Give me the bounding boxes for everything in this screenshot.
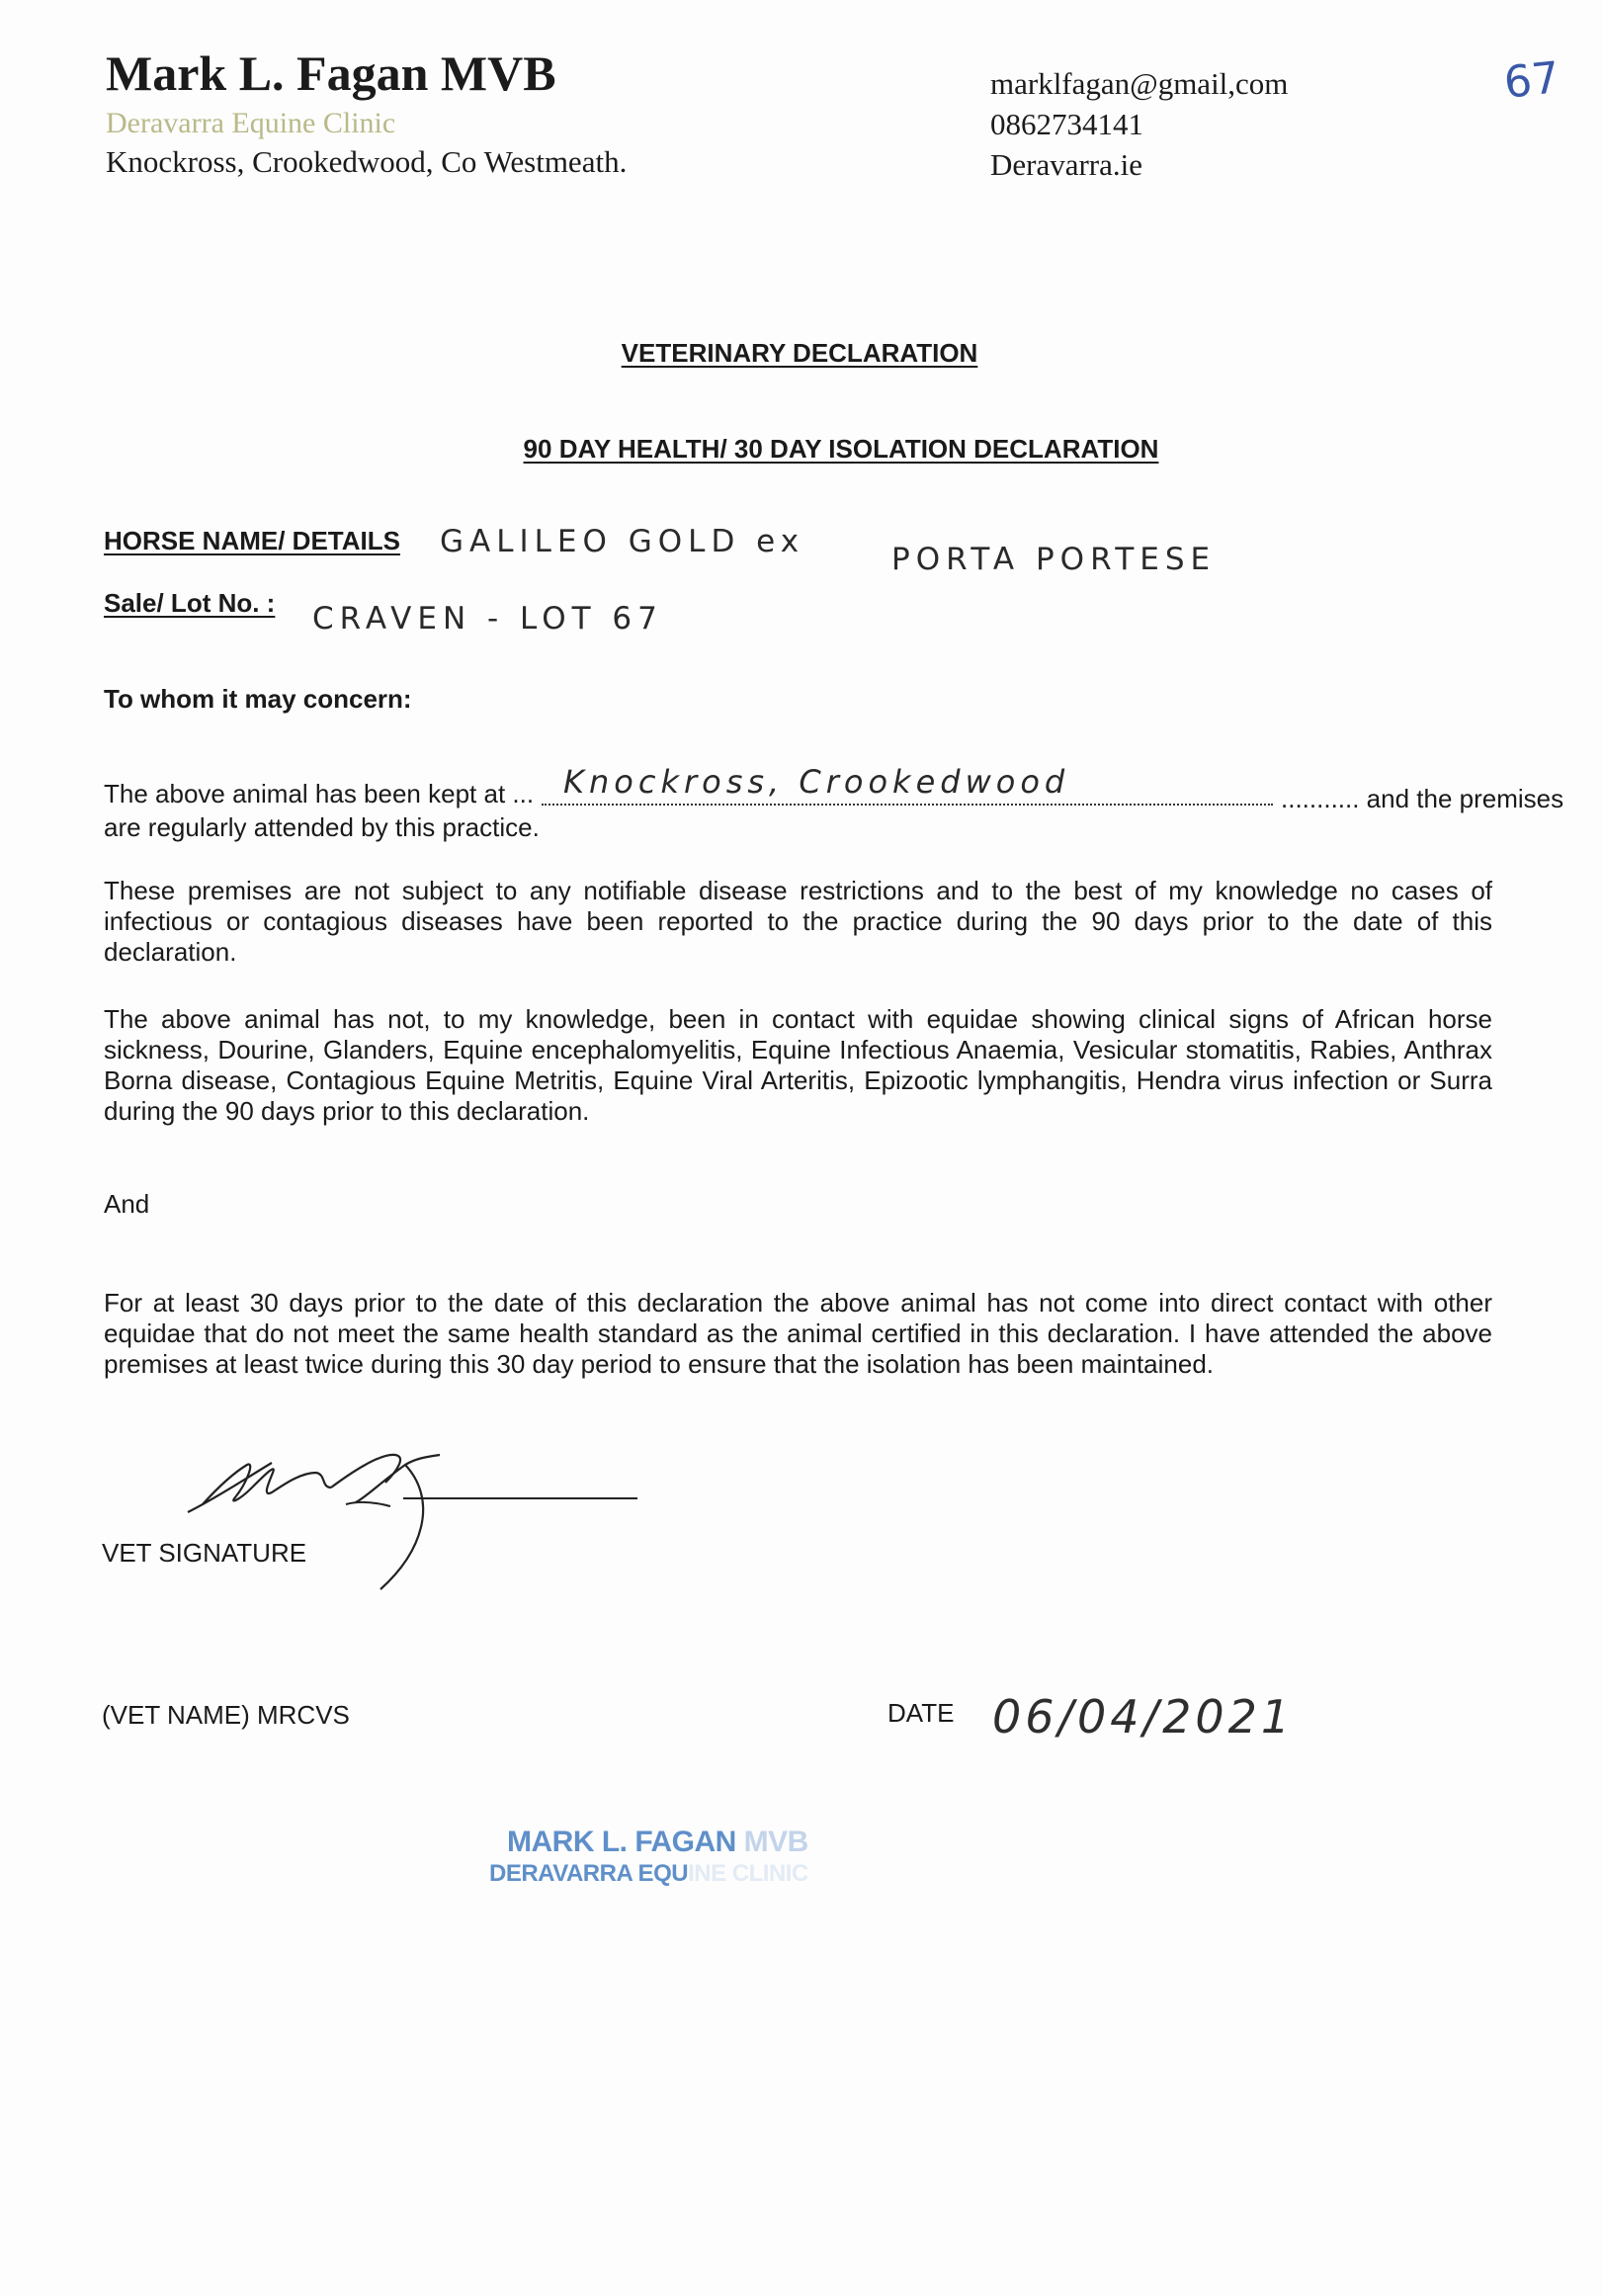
- salutation: To whom it may concern:: [104, 684, 412, 714]
- contact-website: Deravarra.ie: [990, 147, 1143, 182]
- vet-name-heading: Mark L. Fagan MVB: [106, 45, 556, 101]
- date-label: DATE: [887, 1698, 955, 1728]
- clinic-stamp: [489, 1826, 808, 1889]
- stamp-line-1-faded: MVB: [743, 1826, 808, 1858]
- stamp-line-2: [489, 1859, 808, 1889]
- horse-dam-handwritten: PORTA PORTESE: [891, 542, 1217, 577]
- document-title: VETERINARY DECLARATION: [621, 338, 978, 368]
- paragraph-isolation: For at least 30 days prior to the date of this declaration the above animal has not come into direct contact with other equidae that do not meet the same health standard as the animal certified in this declaration. I have attended the above premises at least twice during this 30 day period to ensure that the isolation has been maintained.: [104, 1288, 1492, 1379]
- stamp-line-1-text: MARK L. FAGAN: [507, 1826, 736, 1858]
- paragraph-disease-restrictions: These premises are not subject to any notifiable disease restrictions and to the best of my knowledge no cases of infectious or contagious diseases have been reported to the practice during the 90 days prior to the date of this declaration.: [104, 876, 1492, 967]
- horse-details-label: HORSE NAME/ DETAILS: [104, 526, 400, 555]
- sale-lot-handwritten: CRAVEN - LOT 67: [312, 601, 663, 637]
- kept-at-suffix: ........... and the premises: [1281, 784, 1564, 813]
- clinic-name: Deravarra Equine Clinic: [106, 107, 396, 139]
- sale-lot-label: Sale/ Lot No. :: [104, 588, 276, 618]
- contact-block: [990, 63, 1288, 185]
- kept-at-location-handwritten: Knockross, Crookedwood: [563, 763, 1070, 801]
- paragraph-and: And: [104, 1189, 150, 1219]
- stamp-line-2-faded: INE CLINIC: [688, 1860, 808, 1887]
- contact-phone: 0862734141: [990, 107, 1143, 141]
- kept-at-prefix: The above animal has been kept at ...: [104, 779, 535, 808]
- horse-name-handwritten: GALILEO GOLD ex: [440, 524, 805, 559]
- handwritten-lot-number: 67: [1501, 52, 1562, 109]
- stamp-line-1: [489, 1826, 808, 1859]
- paragraph-no-contact: The above animal has not, to my knowledge, been in contact with equidae showing clinical signs of African horse sickness, Dourine, Glanders, Equine encephalomyelitis, Equine Infectious Anaemia, Vesicular stomatitis, Rabies, Anthrax Borna disease, Contagious Equine Metritis, Equine Viral Arteritis, Epizootic lymphangitis, Hendra virus infection or Surra during the 90 days prior to this declaration.: [104, 1004, 1492, 1126]
- vet-name-mrcvs-label: (VET NAME) MRCVS: [102, 1700, 350, 1730]
- contact-email: marklfagan@gmail,com: [990, 66, 1289, 101]
- kept-at-line-2: are regularly attended by this practice.: [104, 812, 540, 842]
- vet-signature-label: VET SIGNATURE: [102, 1538, 307, 1568]
- date-handwritten: 06/04/2021: [992, 1690, 1295, 1743]
- stamp-line-2-text: DERAVARRA EQU: [489, 1860, 689, 1887]
- document-subtitle: 90 DAY HEALTH/ 30 DAY ISOLATION DECLARATION: [523, 434, 1159, 464]
- clinic-address: Knockross, Crookedwood, Co Westmeath.: [106, 144, 628, 179]
- vet-signature-image: [178, 1443, 642, 1591]
